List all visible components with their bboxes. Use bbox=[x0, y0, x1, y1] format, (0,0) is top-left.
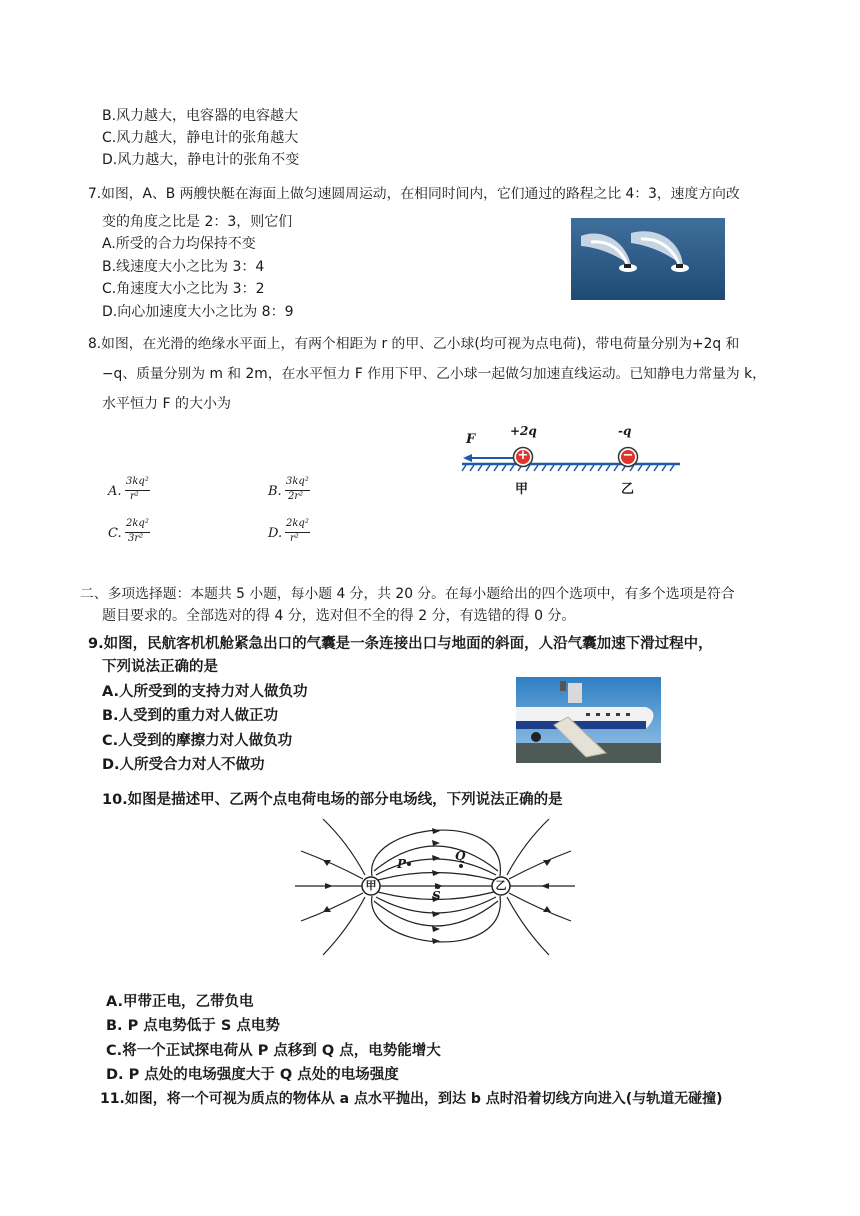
q7-option-a: A.所受的合力均保持不变 bbox=[102, 236, 256, 252]
q6-option-b: B.风力越大，电容器的电容越大 bbox=[102, 108, 299, 124]
q11-stem-line1: 11.如图，将一个可视为质点的物体从 a 点水平抛出，到达 b 点时沿着切线方向进入(与轨道无碰撞) bbox=[100, 1091, 723, 1107]
charges-diagram bbox=[460, 424, 682, 500]
q9-option-d: D.人所受合力对人不做功 bbox=[102, 757, 265, 773]
q7-option-d: D.向心加速度大小之比为 8：9 bbox=[102, 304, 294, 320]
charge-yi-label: 乙 bbox=[495, 879, 507, 892]
q10-option-d: D. P 点处的电场强度大于 Q 点处的电场强度 bbox=[106, 1067, 399, 1083]
ball-yi-label: 乙 bbox=[621, 482, 635, 497]
q9-stem-line2: 下列说法正确的是 bbox=[102, 659, 218, 675]
point-q-label: Q bbox=[455, 849, 466, 863]
point-s-label: S bbox=[432, 889, 441, 903]
q8-stem-line3: 水平恒力 F 的大小为 bbox=[102, 396, 231, 412]
ball-jia-label: 甲 bbox=[515, 482, 529, 497]
q7-option-b: B.线速度大小之比为 3：4 bbox=[102, 259, 265, 275]
q10-option-b: B. P 点电势低于 S 点电势 bbox=[106, 1018, 280, 1034]
q7-stem-line2: 变的角度之比是 2：3，则它们 bbox=[102, 214, 293, 230]
q6-option-d: D.风力越大，静电计的张角不变 bbox=[102, 152, 300, 168]
q6-option-c: C.风力越大，静电计的张角越大 bbox=[102, 130, 299, 146]
plus-sign: + bbox=[517, 448, 529, 463]
force-label: F bbox=[466, 432, 476, 447]
section2-heading-line1: 二、多项选择题：本题共 5 小题，每小题 4 分，共 20 分。在每小题给出的四个选项中，有多个选项是符合 bbox=[80, 586, 735, 602]
q9-stem-line1: 9.如图，民航客机机舱紧急出口的气囊是一条连接出口与地面的斜面，人沿气囊加速下滑过程中， bbox=[88, 636, 713, 652]
speedboats-photo bbox=[571, 218, 725, 300]
q8-option-c: C. 2kq² 3r² bbox=[108, 518, 149, 544]
charge-plus-2q-label: +2q bbox=[510, 424, 537, 438]
q8-stem-line1: 8.如图，在光滑的绝缘水平面上，有两个相距为 r 的甲、乙小球(均可视为点电荷)，带电荷量分别为+2q 和 bbox=[88, 336, 740, 352]
charge-jia-label: 甲 bbox=[365, 879, 377, 892]
q10-option-c: C.将一个正试探电荷从 P 点移到 Q 点，电势能增大 bbox=[106, 1043, 441, 1059]
q7-stem-line1: 7.如图，A、B 两艘快艇在海面上做匀速圆周运动，在相同时间内，它们通过的路程之比 4：3，速度方向改 bbox=[88, 186, 740, 202]
q8-option-d: D. 2kq² r² bbox=[268, 518, 309, 544]
q10-stem: 10.如图是描述甲、乙两个点电荷电场的部分电场线，下列说法正确的是 bbox=[102, 792, 563, 808]
electric-field-diagram bbox=[293, 813, 577, 961]
q8-stem-line2: −q、质量分别为 m 和 2m，在水平恒力 F 作用下甲、乙小球一起做匀加速直线运动。已知静电力常量为 k， bbox=[102, 366, 766, 382]
q8-option-b: B. 3kq² 2r² bbox=[268, 476, 309, 502]
airplane-slide-photo bbox=[516, 677, 661, 763]
point-p-label: P bbox=[397, 857, 407, 871]
charge-minus-q-label: -q bbox=[618, 424, 632, 438]
q7-option-c: C.角速度大小之比为 3：2 bbox=[102, 281, 265, 297]
q8-option-a: A. 3kq² r² bbox=[108, 476, 149, 502]
minus-sign: − bbox=[622, 448, 634, 463]
q10-option-a: A.甲带正电，乙带负电 bbox=[106, 994, 254, 1010]
q9-option-c: C.人受到的摩擦力对人做负功 bbox=[102, 733, 293, 749]
section2-heading-line2: 题目要求的。全部选对的得 4 分，选对但不全的得 2 分，有选错的得 0 分。 bbox=[102, 608, 576, 624]
q9-option-a: A.人所受到的支持力对人做负功 bbox=[102, 684, 308, 700]
q9-option-b: B.人受到的重力对人做正功 bbox=[102, 708, 279, 724]
